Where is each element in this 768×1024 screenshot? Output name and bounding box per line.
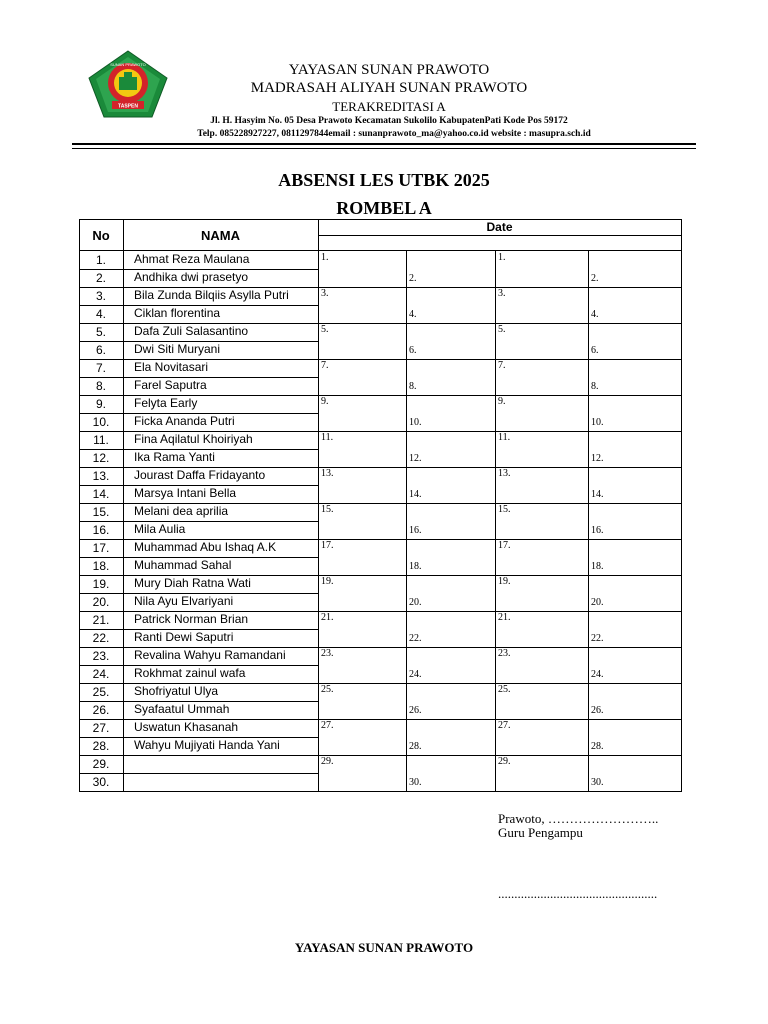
date-slot-number: 15. [321,504,334,515]
student-name: Shofriyatul Ulya [134,684,219,698]
date-slot-number: 18. [591,561,604,572]
footer-foundation: YAYASAN SUNAN PRAWOTO [294,940,474,955]
student-name: Patrick Norman Brian [134,612,249,626]
date-slot-number: 3. [321,288,329,299]
row-divider [79,395,318,396]
student-name: Syafaatul Ummah [134,702,230,716]
row-number: 7. [95,361,106,375]
date-slot-number: 25. [498,684,511,695]
signature-line: ................................................. [498,886,658,901]
date-slot-number: 1. [321,252,329,263]
row-number: 23. [92,649,110,663]
row-number: 5. [95,325,106,339]
row-number: 10. [92,415,110,429]
table-border [681,219,682,792]
date-slot-number: 23. [498,648,511,659]
date-slot-number: 30. [591,777,604,788]
student-name: Ahmat Reza Maulana [134,252,250,266]
student-name: Mury Diah Ratna Wati [134,576,251,590]
header-divider [79,250,681,251]
date-slot-number: 29. [498,756,511,767]
row-number: 20. [92,595,110,609]
date-slot-number: 18. [409,561,422,572]
date-slot-number: 23. [321,648,334,659]
date-slot-number: 9. [498,396,506,407]
date-slot-number: 22. [409,633,422,644]
row-number: 29. [92,757,110,771]
student-name: Farel Saputra [134,378,207,392]
student-name: Nila Ayu Elvariyani [134,594,234,608]
student-name: Ika Rama Yanti [134,450,215,464]
date-slot-number: 9. [321,396,329,407]
date-slot-number: 5. [321,324,329,335]
row-divider [79,773,318,774]
row-number: 28. [92,739,110,753]
row-number: 1. [95,253,106,267]
date-slot-number: 28. [409,741,422,752]
student-name: Muhammad Abu Ishaq A.K [134,540,277,554]
date-slot-number: 1. [498,252,506,263]
foundation-name: YAYASAN SUNAN PRAWOTO [288,62,490,78]
date-slot-number: 26. [409,705,422,716]
date-slot-number: 24. [409,669,422,680]
date-slot-number: 29. [321,756,334,767]
student-name: Marsya Intani Bella [134,486,237,500]
date-slot-number: 2. [409,273,417,284]
date-slot-number: 11. [321,432,334,443]
date-slot-number: 7. [321,360,329,371]
row-number: 19. [92,577,110,591]
header-no: No [92,228,110,243]
date-slot-number: 10. [591,417,604,428]
date-slot-number: 3. [498,288,506,299]
date-slot-number: 13. [321,468,334,479]
student-name: Jourast Daffa Fridayanto [134,468,266,482]
date-slot-number: 2. [591,273,599,284]
student-name: Bila Zunda Bilqiis Asylla Putri [134,288,289,302]
student-name: Ranti Dewi Saputri [134,630,234,644]
student-name: Uswatun Khasanah [134,720,239,734]
row-number: 26. [92,703,110,717]
row-divider [79,755,318,756]
student-name: Muhammad Sahal [134,558,232,572]
accreditation: TERAKREDITASI A [332,99,446,114]
row-number: 2. [95,271,106,285]
date-slot-number: 26. [591,705,604,716]
student-name: Dafa Zuli Salasantino [134,324,249,338]
student-name: Rokhmat zainul wafa [134,666,246,680]
school-address: Jl. H. Hasyim No. 05 Desa Prawoto Kecamatan Sukolilo KabupatenPati Kode Pos 59172 [210,116,568,126]
row-number: 24. [92,667,110,681]
date-slot-number: 11. [498,432,511,443]
date-slot-number: 16. [409,525,422,536]
date-column-divider [406,250,407,791]
document-title: ABSENSI LES UTBK 2025 [278,170,490,190]
row-number: 3. [95,289,106,303]
student-name: Ciklan florentina [134,306,221,320]
student-name: Andhika dwi prasetyo [134,270,249,284]
date-slot-number: 20. [409,597,422,608]
row-number: 14. [92,487,110,501]
date-slot-number: 30. [409,777,422,788]
date-slot-number: 5. [498,324,506,335]
date-slot-number: 17. [498,540,511,551]
date-slot-number: 6. [409,345,417,356]
student-name: Revalina Wahyu Ramandani [134,648,286,662]
letterhead-rule-thin [72,148,696,149]
row-number: 30. [92,775,110,789]
row-number: 25. [92,685,110,699]
signature-place-date: Prawoto, …………………….. [498,811,659,826]
date-slot-number: 22. [591,633,604,644]
class-group: ROMBEL A [336,198,432,218]
row-number: 15. [92,505,110,519]
date-slot-number: 27. [498,720,511,731]
row-number: 11. [93,433,109,447]
date-slot-number: 25. [321,684,334,695]
date-slot-number: 7. [498,360,506,371]
student-name: Ela Novitasari [134,360,209,374]
row-number: 6. [95,343,106,357]
date-slot-number: 19. [498,576,511,587]
date-slot-number: 19. [321,576,334,587]
table-border [79,791,682,792]
student-name: Ficka Ananda Putri [134,414,235,428]
logo-name: SUNAN PRAWOTO [110,62,146,67]
row-number: 12. [92,451,110,465]
signature-role: Guru Pengampu [498,825,583,840]
date-slot-number: 24. [591,669,604,680]
date-slot-number: 6. [591,345,599,356]
date-slot-number: 14. [409,489,422,500]
student-name: Wahyu Mujiyati Handa Yani [134,738,280,752]
row-number: 17. [92,541,110,555]
student-name: Fina Aqilatul Khoiriyah [134,432,253,446]
student-name: Dwi Siti Muryani [134,342,221,356]
date-slot-number: 17. [321,540,334,551]
date-slot-number: 10. [409,417,422,428]
row-number: 9. [95,397,106,411]
row-number: 13. [92,469,110,483]
date-slot-number: 4. [591,309,599,320]
student-name: Felyta Early [134,396,198,410]
header-name: NAMA [201,228,240,243]
school-name: MADRASAH ALIYAH SUNAN PRAWOTO [250,80,528,96]
date-slot-number: 28. [591,741,604,752]
date-slot-number: 12. [591,453,604,464]
date-slot-number: 8. [591,381,599,392]
date-slot-number: 21. [498,612,511,623]
date-slot-number: 12. [409,453,422,464]
date-slot-number: 21. [321,612,334,623]
row-divider [79,521,318,522]
date-slot-number: 16. [591,525,604,536]
date-slot-number: 14. [591,489,604,500]
header-divider [318,235,681,236]
student-name: Melani dea aprilia [134,504,229,518]
logo-motto: TASPEN [118,103,138,110]
row-number: 4. [95,307,106,321]
row-number: 16. [92,523,110,537]
date-column-divider [495,250,496,791]
date-slot-number: 13. [498,468,511,479]
row-number: 21. [92,613,110,627]
date-slot-number: 15. [498,504,511,515]
column-divider [318,219,319,791]
row-number: 18. [92,559,110,573]
header-date: Date [486,220,513,234]
student-name: Mila Aulia [134,522,186,536]
row-number: 22. [92,631,110,645]
school-contact: Telp. 085228927227, 0811297844email : sunanprawoto_ma@yahoo.co.id website : masupra.sch.id [197,129,591,139]
date-slot-number: 20. [591,597,604,608]
date-slot-number: 8. [409,381,417,392]
date-column-divider [588,250,589,791]
row-number: 27. [92,721,110,735]
date-slot-number: 4. [409,309,417,320]
letterhead-rule-thick [72,143,696,145]
date-slot-number: 27. [321,720,334,731]
row-number: 8. [95,379,106,393]
